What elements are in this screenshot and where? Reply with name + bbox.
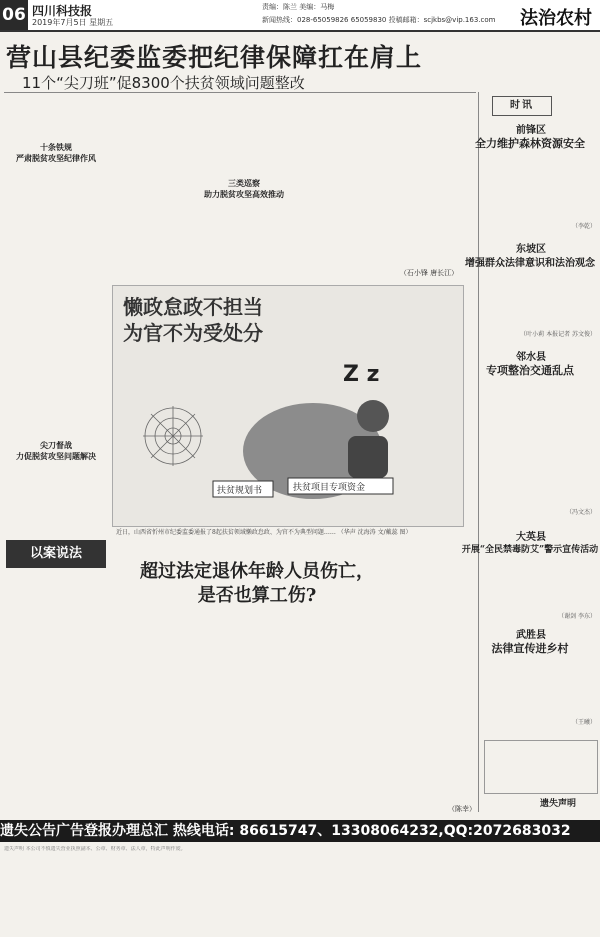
article-subhead: 十条铁规 [40,143,72,152]
contact-line: 新闻热线：028-65059826 65059830 投稿邮箱：scjkbs@vip.163.com [262,16,496,24]
sidebar-item-title: 全力维护森林资源安全 [475,137,585,150]
sidebar-text-block [484,380,596,508]
article-subhead: 尖刀督战 [40,441,72,450]
sidebar-district: 武胜县 [516,630,546,641]
lead-headline: 营山县纪委监委把纪律保障扛在肩上 [6,43,423,72]
sidebar-district: 大英县 [516,532,546,543]
legal-article-text [382,612,476,802]
lead-subheadline: 11个“尖刀班”促8300个扶贫领域问题整改 [22,74,305,92]
editorial-cartoon [112,285,464,527]
caption-text: 近日，山西省忻州市纪委监委通报了8起扶贫领域懒政怠政、为官不为典型问题…… [116,529,336,536]
article-subhead: 助力脱贫攻坚高效推动 [204,190,284,199]
notice-box [484,740,598,794]
legal-headline-line: 超过法定退休年龄人员伤亡， [140,561,374,582]
cartoon-title-line: 懒政怠政不担当 [123,295,263,319]
sidebar-credit: （李乾） [571,223,596,230]
sidebar-item-title: 专项整治交通乱点 [486,364,574,377]
article-text-block [382,98,476,268]
sidebar-text-block [484,270,596,330]
page-number: 06 [0,0,28,30]
sidebar-credit: （叶小莉 本报记者 苏文俊） [520,331,596,338]
sidebar-credit: （王曦） [571,719,596,726]
section-title: 法治农村 [520,8,592,29]
paper-name: 四川科技报 [32,4,93,18]
legal-article-text [114,612,198,812]
sidebar-item-title: 增强群众法律意识和法治观念 [465,258,595,269]
svg-text:Z z: Z z [343,362,380,387]
article-byline: （石小锋 唐长江） [399,269,459,277]
sidebar-tag: 时讯 [492,96,552,116]
sidebar-district: 前锋区 [516,125,546,136]
cartoon-title-line: 为官不为受处分 [123,321,263,345]
classified-ads: 遗失声明 本公司不慎遗失营业执照副本、公章、财务章、法人章，特此声明作废。 [4,846,186,852]
legal-column-tag: 以案说法 [6,540,106,568]
article-text-block [6,98,106,138]
article-text-block [6,464,106,534]
article-text-block [290,98,378,280]
cartoon-caption [116,528,460,537]
legal-headline-line: 是否也算工伤? [197,585,317,606]
legal-article-text [202,612,286,812]
sidebar-credit: （谢剑 李东） [558,613,596,620]
sidebar-item-title: 法律宣传进乡村 [491,642,569,655]
legal-column-text [6,572,106,812]
notice-title: 遗失声明 [540,799,577,809]
article-subhead: 三类巡察 [228,179,260,188]
legal-byline: （陈幸） [448,805,476,813]
cartoon-illustration [113,286,463,526]
legal-article-text [290,612,378,812]
caption-credit: （华声 沈海涛 文/戴蕊 图） [337,529,412,536]
sidebar-district: 东坡区 [516,244,546,255]
article-text-block [202,98,286,174]
sidebar-text-block [484,656,596,718]
issue-date: 2019年7月5日 星期五 [32,18,114,27]
sidebar-credit: （冯文杰） [565,509,596,516]
editors-line: 责编：陈兰 美编：马梅 [262,3,335,11]
article-text-block [6,166,106,436]
ad-banner: 遗失公告广告登报办理总汇 热线电话: 86615747、13308064232,QQ:2072683032 [0,820,600,842]
article-subhead: 力促脱贫攻坚问题解决 [16,452,96,461]
article-subhead: 严肃脱贫攻坚纪律作风 [16,154,96,163]
divider [4,92,476,93]
column-divider [478,92,479,812]
sidebar-item-title: 开展“全民禁毒防艾”警示宣传活动 [461,545,599,555]
sidebar-district: 邻水县 [516,352,546,363]
cartoon-label: 扶贫规划书 [217,486,263,496]
article-text-block [114,98,196,280]
masthead [0,0,600,32]
sidebar-text-block [484,152,596,222]
legal-headline [112,560,402,608]
article-text-block [202,202,286,280]
cartoon-label: 扶贫项目专项资金 [293,483,366,493]
sidebar-text-block [484,558,596,612]
